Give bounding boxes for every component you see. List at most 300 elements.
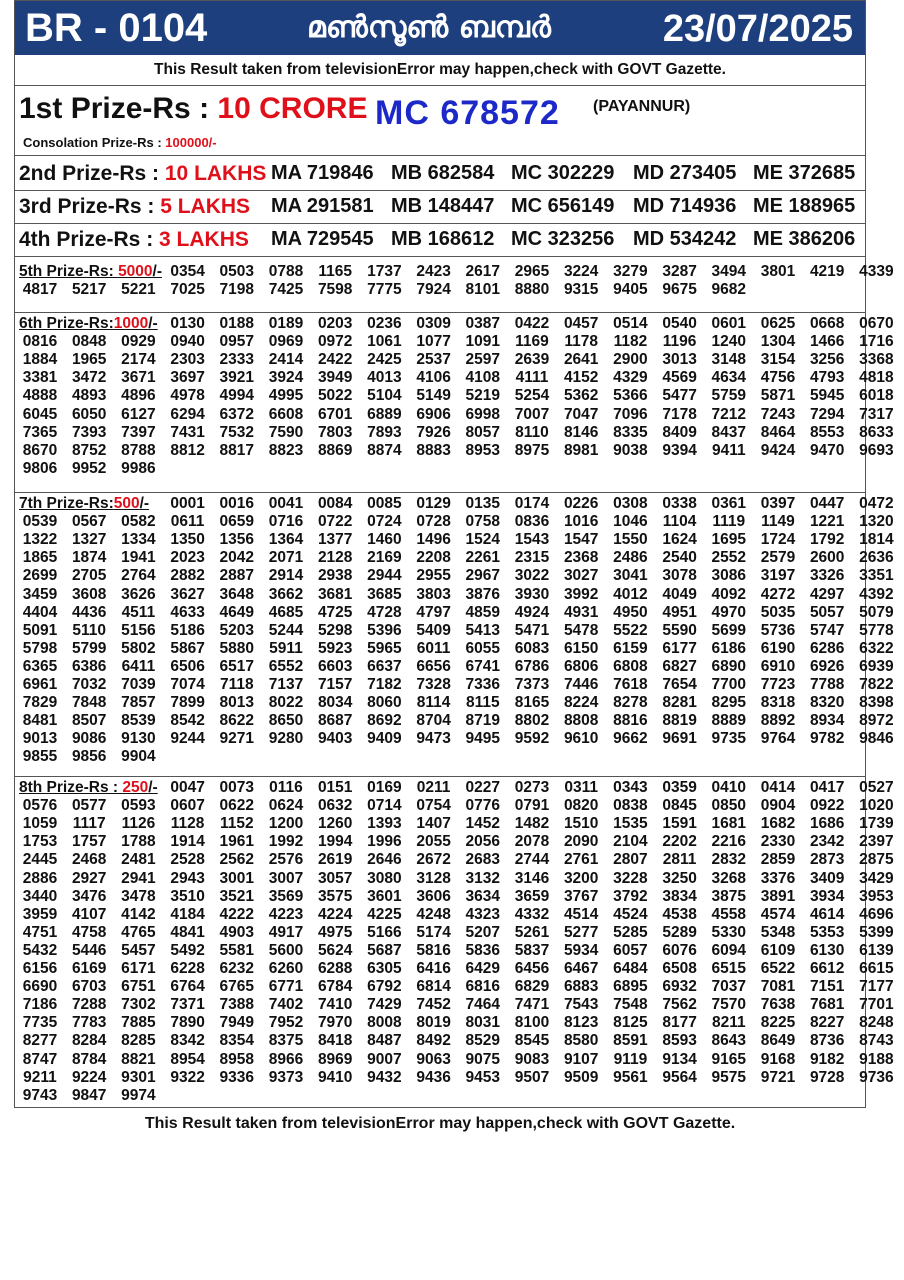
winning-number: 1327 xyxy=(71,531,107,549)
divider xyxy=(15,312,865,313)
winning-number: 1695 xyxy=(711,531,747,549)
winning-number: 6932 xyxy=(662,978,697,996)
winning-number: 8892 xyxy=(760,712,796,730)
winning-number: 9610 xyxy=(563,730,599,748)
winning-number: 0776 xyxy=(465,797,501,815)
divider xyxy=(15,155,865,156)
winning-number: 7118 xyxy=(219,676,254,693)
winning-number: 0417 xyxy=(809,779,845,796)
winning-number: 0611 xyxy=(170,513,205,531)
winning-number: 6127 xyxy=(121,405,156,423)
winning-number: 8819 xyxy=(662,712,697,730)
winning-number: 2967 xyxy=(465,567,501,585)
winning-number: 0539 xyxy=(22,513,58,531)
winning-ticket: MA 729545 xyxy=(271,228,374,250)
winning-number: 2887 xyxy=(219,567,255,585)
winning-number: 9721 xyxy=(760,1068,796,1086)
winning-number: 3459 xyxy=(22,585,58,603)
winning-number: 4184 xyxy=(170,905,205,923)
winning-number: 8975 xyxy=(514,441,550,459)
winning-number: 3875 xyxy=(711,887,747,905)
winning-number: 6765 xyxy=(219,978,255,996)
winning-number: 9188 xyxy=(859,1050,894,1068)
winning-number: 5432 xyxy=(22,941,58,959)
winning-number: 9405 xyxy=(613,281,648,299)
winning-number: 7425 xyxy=(268,281,304,299)
winning-ticket: ME 188965 xyxy=(753,195,856,217)
winning-number: 2071 xyxy=(268,549,304,567)
winning-number: 8719 xyxy=(465,712,501,730)
first-prize-place: (PAYANNUR) xyxy=(593,98,691,115)
winning-number: 1077 xyxy=(416,333,451,351)
winning-number: 7590 xyxy=(268,423,304,441)
winning-number: 5221 xyxy=(121,281,156,299)
divider xyxy=(15,85,865,86)
winning-number: 0085 xyxy=(367,495,402,512)
winning-number: 1059 xyxy=(22,815,58,833)
winning-number: 3685 xyxy=(367,585,402,603)
winning-number: 2705 xyxy=(71,567,107,585)
winning-number: 5457 xyxy=(121,941,156,959)
winning-number: 0001 xyxy=(170,495,205,512)
winning-number: 0084 xyxy=(317,495,353,512)
winning-number: 6961 xyxy=(22,676,58,693)
winning-number: 6615 xyxy=(859,960,894,977)
winning-number: 5446 xyxy=(71,941,107,959)
winning-number: 4012 xyxy=(613,585,648,603)
winning-number: 8224 xyxy=(563,694,599,712)
winning-number: 0716 xyxy=(268,513,304,531)
winning-number: 6806 xyxy=(563,657,599,675)
winning-number: 0422 xyxy=(514,315,550,332)
winning-number: 4224 xyxy=(317,905,353,923)
winning-number: 3608 xyxy=(71,585,107,603)
winning-number: 3953 xyxy=(859,887,894,905)
winning-number: 3027 xyxy=(563,567,599,585)
winning-number: 6159 xyxy=(613,639,648,657)
winning-number: 6784 xyxy=(317,978,353,996)
winning-number: 2425 xyxy=(367,351,402,369)
winning-number: 8650 xyxy=(268,712,304,730)
winning-number: 5079 xyxy=(859,603,894,621)
winning-number: 6177 xyxy=(662,639,697,657)
section-label xyxy=(19,263,162,281)
winning-number: 1739 xyxy=(859,815,894,833)
winning-number: 9280 xyxy=(268,730,304,748)
winning-number: 1716 xyxy=(859,333,894,351)
winning-number: 0387 xyxy=(465,315,501,332)
winning-number: 1407 xyxy=(416,815,451,833)
winning-number: 7548 xyxy=(613,996,648,1014)
winning-number: 4225 xyxy=(367,905,402,923)
winning-number: 7638 xyxy=(760,996,796,1014)
winning-number: 0969 xyxy=(268,333,304,351)
result-sheet xyxy=(14,0,894,1108)
winning-number: 0625 xyxy=(760,315,796,332)
winning-number: 9373 xyxy=(268,1068,304,1086)
winning-ticket: MC 656149 xyxy=(511,195,615,217)
winning-number: 0791 xyxy=(514,797,550,815)
winning-number: 0788 xyxy=(268,263,304,280)
winning-number: 2333 xyxy=(219,351,255,369)
winning-number: 6011 xyxy=(416,639,451,657)
winning-number: 0957 xyxy=(219,333,255,351)
lottery-name: മൺസൂൺ ബമ്പർ xyxy=(307,10,551,45)
winning-number: 0130 xyxy=(170,315,205,332)
winning-number: 6372 xyxy=(219,405,255,423)
winning-number: 2683 xyxy=(465,851,501,869)
winning-number: 6456 xyxy=(514,960,550,977)
winning-number: 3086 xyxy=(711,567,747,585)
winning-number: 6701 xyxy=(317,405,353,423)
winning-ticket: MC 323256 xyxy=(511,228,615,250)
winning-number: 4514 xyxy=(563,905,599,923)
winning-number: 4569 xyxy=(662,369,697,387)
winning-number: 5261 xyxy=(514,923,550,941)
winning-number: 4297 xyxy=(809,585,845,603)
winning-number: 4893 xyxy=(71,387,107,405)
winning-number: 9764 xyxy=(760,730,796,748)
winning-number: 7924 xyxy=(416,281,451,299)
winning-number: 4614 xyxy=(809,905,845,923)
winning-number: 1091 xyxy=(465,333,501,351)
winning-number: 2078 xyxy=(514,833,550,851)
winning-number: 0226 xyxy=(563,495,599,512)
winning-number: 6764 xyxy=(170,978,205,996)
winning-number: 7429 xyxy=(367,996,402,1014)
winning-number: 3268 xyxy=(711,869,747,887)
winning-number: 0728 xyxy=(416,513,451,531)
winning-number: 8880 xyxy=(514,281,550,299)
winning-number: 9336 xyxy=(219,1068,255,1086)
winning-number: 8295 xyxy=(711,694,747,712)
winning-number: 8812 xyxy=(170,441,205,459)
section-label-text: 6th Prize-Rs: xyxy=(19,315,114,332)
winning-number: 4859 xyxy=(465,603,501,621)
winning-number: 1350 xyxy=(170,531,205,549)
winning-number: 1334 xyxy=(121,531,156,549)
winning-number: 4332 xyxy=(514,905,550,923)
winning-number: 8146 xyxy=(563,423,599,441)
winning-number: 7032 xyxy=(71,676,107,693)
winning-number: 1149 xyxy=(761,513,795,531)
winning-number: 1200 xyxy=(268,815,304,833)
winning-number: 4725 xyxy=(317,603,353,621)
winning-number: 4339 xyxy=(859,263,894,280)
winning-number: 3478 xyxy=(121,887,156,905)
winning-number: 0073 xyxy=(219,779,255,796)
winning-number: 5217 xyxy=(71,281,107,299)
winning-number: 0189 xyxy=(268,315,304,332)
winning-number: 8752 xyxy=(71,441,107,459)
winning-number: 7890 xyxy=(170,1014,205,1032)
winning-number: 8542 xyxy=(170,712,205,730)
winning-number: 2944 xyxy=(367,567,402,585)
winning-number: 0016 xyxy=(219,495,255,512)
winning-number: 5207 xyxy=(465,923,501,941)
winning-number: 2552 xyxy=(711,549,747,567)
winning-number: 2261 xyxy=(465,549,501,567)
winning-number: 1510 xyxy=(563,815,599,833)
winning-number: 7464 xyxy=(465,996,501,1014)
winning-number: 4649 xyxy=(219,603,255,621)
winning-number: 7410 xyxy=(317,996,353,1014)
winning-number: 6109 xyxy=(760,941,796,959)
winning-number: 2055 xyxy=(416,833,451,851)
winning-number: 6055 xyxy=(465,639,501,657)
winning-number: 2641 xyxy=(563,351,599,369)
winning-number: 7096 xyxy=(613,405,648,423)
winning-number: 3409 xyxy=(809,869,845,887)
winning-number: 7775 xyxy=(367,281,402,299)
winning-number: 7007 xyxy=(514,405,550,423)
winning-number: 5022 xyxy=(317,387,353,405)
winning-number: 6411 xyxy=(121,657,156,675)
winning-number: 9561 xyxy=(613,1068,648,1086)
winning-ticket: MD 273405 xyxy=(633,162,737,184)
winning-number: 3007 xyxy=(268,869,304,887)
winning-number: 5836 xyxy=(465,941,501,959)
winning-number: 5149 xyxy=(416,387,451,405)
winning-number: 2486 xyxy=(613,549,648,567)
winning-number: 8481 xyxy=(22,712,58,730)
winning-number: 0514 xyxy=(613,315,648,332)
winning-number: 4142 xyxy=(121,905,156,923)
winning-number: 0338 xyxy=(662,495,697,512)
winning-number: 0527 xyxy=(859,779,894,796)
winning-number: 4107 xyxy=(71,905,107,923)
winning-number: 3197 xyxy=(760,567,796,585)
winning-number: 0447 xyxy=(809,495,845,512)
winning-number: 6808 xyxy=(613,657,648,675)
winning-number: 0236 xyxy=(367,315,402,332)
winning-number: 5353 xyxy=(809,923,845,941)
winning-number: 1996 xyxy=(367,833,402,851)
winning-number: 2537 xyxy=(416,351,451,369)
winning-number: 8101 xyxy=(465,281,501,299)
winning-ticket: MB 168612 xyxy=(391,228,495,250)
winning-number: 7899 xyxy=(170,694,205,712)
winning-number: 4751 xyxy=(22,923,58,941)
winning-number: 4951 xyxy=(662,603,697,621)
winning-number: 9682 xyxy=(711,281,747,299)
winning-number: 8622 xyxy=(219,712,255,730)
winning-number: 5778 xyxy=(859,621,894,639)
winning-number: 7681 xyxy=(809,996,845,1014)
winning-number: 0457 xyxy=(563,315,599,332)
first-prize-ticket: MC 678572 xyxy=(375,94,560,132)
winning-number: 7570 xyxy=(711,996,747,1014)
winning-number: 7700 xyxy=(711,676,747,693)
winning-number: 8060 xyxy=(367,694,402,712)
winning-number: 2600 xyxy=(809,549,845,567)
winning-number: 0972 xyxy=(317,333,353,351)
winning-number: 1535 xyxy=(613,815,648,833)
winning-number: 0311 xyxy=(564,779,598,796)
winning-number: 0151 xyxy=(317,779,353,796)
winning-number: 1466 xyxy=(809,333,845,351)
winning-number: 2597 xyxy=(465,351,501,369)
winning-number: 6506 xyxy=(170,657,205,675)
winning-number: 6386 xyxy=(71,657,107,675)
winning-number: 8889 xyxy=(711,712,747,730)
winning-number: 0622 xyxy=(219,797,255,815)
winning-number: 8398 xyxy=(859,694,894,712)
winning-number: 4950 xyxy=(613,603,648,621)
section-label-text: 8th Prize-Rs : xyxy=(19,779,123,796)
winning-number: 2468 xyxy=(71,851,107,869)
winning-number: 9075 xyxy=(465,1050,501,1068)
winning-number: 0576 xyxy=(22,797,58,815)
winning-number: 3154 xyxy=(760,351,796,369)
winning-number: 5104 xyxy=(367,387,402,405)
winning-number: 9575 xyxy=(711,1068,747,1086)
winning-number: 9409 xyxy=(367,730,402,748)
winning-number: 4538 xyxy=(662,905,697,923)
winning-number: 4765 xyxy=(121,923,156,941)
winning-number: 1591 xyxy=(662,815,697,833)
winning-number: 2216 xyxy=(711,833,747,851)
winning-number: 3834 xyxy=(662,887,697,905)
header-bar xyxy=(15,1,865,55)
winning-number: 5471 xyxy=(514,621,550,639)
first-prize-amount: 10 CRORE xyxy=(217,92,368,125)
winning-number: 2859 xyxy=(760,851,796,869)
winning-number: 9424 xyxy=(760,441,796,459)
winning-number: 6186 xyxy=(711,639,747,657)
winning-number: 5965 xyxy=(367,639,402,657)
winning-number: 3767 xyxy=(563,887,599,905)
winning-number: 8227 xyxy=(809,1014,845,1032)
winning-number: 6171 xyxy=(121,960,156,977)
winning-number: 7857 xyxy=(121,694,156,712)
winning-number: 7294 xyxy=(809,405,845,423)
winning-number: 6094 xyxy=(711,941,747,959)
winning-number: 3924 xyxy=(268,369,304,387)
winning-number: 0227 xyxy=(465,779,501,796)
winning-number: 8692 xyxy=(367,712,402,730)
winning-number: 9436 xyxy=(416,1068,451,1086)
winning-number: 1182 xyxy=(613,333,648,351)
winning-number: 6792 xyxy=(367,978,402,996)
winning-number: 0047 xyxy=(170,779,205,796)
winning-number: 0361 xyxy=(711,495,747,512)
winning-number: 9083 xyxy=(514,1050,550,1068)
winning-number: 3959 xyxy=(22,905,58,923)
winning-number: 8816 xyxy=(613,712,648,730)
winning-number: 0354 xyxy=(170,263,205,280)
winning-number: 7198 xyxy=(219,281,255,299)
winning-number: 1496 xyxy=(416,531,451,549)
winning-number: 8633 xyxy=(859,423,894,441)
winning-number: 0359 xyxy=(662,779,697,796)
winning-number: 7081 xyxy=(760,978,796,996)
winning-number: 9691 xyxy=(662,730,697,748)
winning-number: 2764 xyxy=(121,567,156,585)
winning-number: 4323 xyxy=(465,905,501,923)
winning-number: 7178 xyxy=(662,405,697,423)
winning-number: 1994 xyxy=(317,833,353,851)
section-suffix: /- xyxy=(152,263,163,280)
winning-number: 7182 xyxy=(367,676,402,693)
winning-number: 8177 xyxy=(662,1014,697,1032)
section-label-text: 7th Prize-Rs: xyxy=(19,495,114,512)
winning-number: 7926 xyxy=(416,423,451,441)
winning-number: 1961 xyxy=(219,833,255,851)
winning-number: 7157 xyxy=(317,676,353,693)
winning-number: 2875 xyxy=(859,851,894,869)
winning-number: 4223 xyxy=(268,905,304,923)
winning-number: 7037 xyxy=(711,978,747,996)
winning-number: 0174 xyxy=(514,495,550,512)
winning-number: 4108 xyxy=(465,369,501,387)
winning-number: 0607 xyxy=(170,797,205,815)
winning-number: 5837 xyxy=(514,941,550,959)
first-prize-label xyxy=(19,91,367,127)
winning-number: 1061 xyxy=(367,333,402,351)
winning-number: 4634 xyxy=(711,369,747,387)
winning-number: 5091 xyxy=(22,621,58,639)
winning-number: 4756 xyxy=(760,369,796,387)
winning-number: 8823 xyxy=(268,441,304,459)
winning-number: 0582 xyxy=(121,513,156,531)
winning-number: 3648 xyxy=(219,585,255,603)
winning-number: 0848 xyxy=(71,333,107,351)
winning-number: 0922 xyxy=(809,797,845,815)
winning-number: 7388 xyxy=(219,996,255,1014)
winning-number: 8883 xyxy=(416,441,451,459)
prize-label xyxy=(19,223,249,256)
winning-number: 9315 xyxy=(563,281,599,299)
winning-number: 4924 xyxy=(514,603,550,621)
winning-number: 7654 xyxy=(662,676,697,693)
winning-number: 4633 xyxy=(170,603,205,621)
winning-number: 4975 xyxy=(317,923,353,941)
winning-number: 8649 xyxy=(760,1032,796,1050)
winning-number: 8342 xyxy=(170,1032,205,1050)
winning-number: 7025 xyxy=(170,281,205,299)
winning-number: 2169 xyxy=(367,549,402,567)
winning-number: 9038 xyxy=(613,441,648,459)
winning-number: 3440 xyxy=(22,887,58,905)
winning-number: 3228 xyxy=(613,869,648,887)
winning-number: 3921 xyxy=(219,369,255,387)
divider xyxy=(15,776,865,777)
winning-number: 8281 xyxy=(662,694,697,712)
winning-number: 0624 xyxy=(268,797,304,815)
winning-number: 5203 xyxy=(219,621,255,639)
winning-number: 0836 xyxy=(514,513,550,531)
winning-ticket: MD 534242 xyxy=(633,228,737,250)
winning-number: 9182 xyxy=(809,1050,845,1068)
winning-number: 7532 xyxy=(219,423,255,441)
winning-number: 3200 xyxy=(563,869,599,887)
winning-number: 3627 xyxy=(170,585,205,603)
winning-number: 2208 xyxy=(416,549,451,567)
winning-number: 4994 xyxy=(219,387,255,405)
prize-amount: 10 LAKHS xyxy=(164,162,267,185)
winning-number: 7371 xyxy=(170,996,205,1014)
prize-row xyxy=(15,190,865,223)
winning-number: 1260 xyxy=(317,815,353,833)
winning-number: 2807 xyxy=(613,851,648,869)
winning-number: 3634 xyxy=(465,887,501,905)
winning-number: 8114 xyxy=(416,694,451,712)
winning-number: 5871 xyxy=(760,387,796,405)
winning-number: 2330 xyxy=(760,833,796,851)
winning-number: 6305 xyxy=(367,960,402,977)
winning-number: 4111 xyxy=(515,369,549,387)
